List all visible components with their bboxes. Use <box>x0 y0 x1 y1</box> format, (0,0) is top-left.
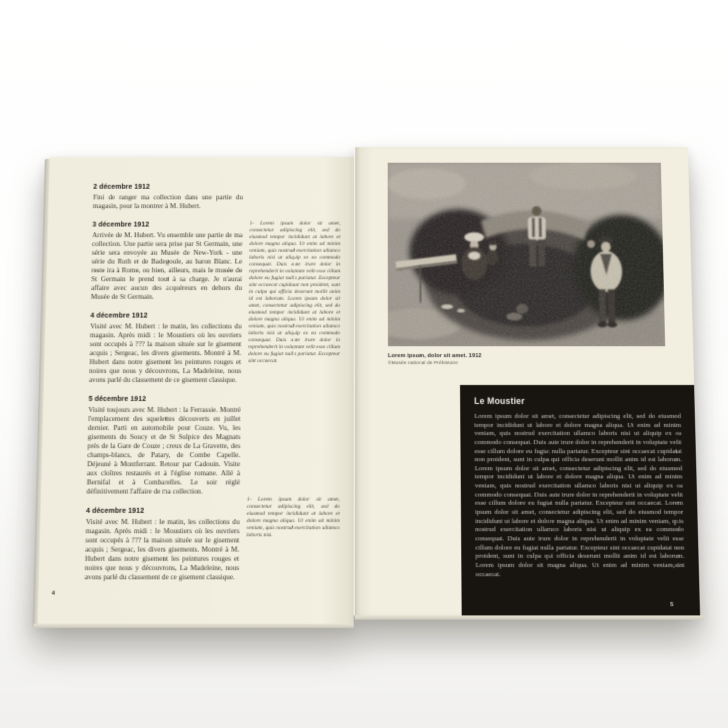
book-spread <box>38 147 701 623</box>
entry-date: 3 décembre 1912 <box>92 219 150 229</box>
page-number: 4 <box>51 590 55 597</box>
feature-box-body: Lorem ipsum dolor sit amet, consectetur adipiscing elit, sed do eiusmod tempor incididunt ut labore et dolore magna aliqua. Ut enim ad minim veniam, quis nostrud exercitation ullamco laboris nisi ut aliquip ex ea commodo consequat. Duis aute irure dolor in reprehenderit in voluptate velit esse cillum dolore eu fugiat nulla pariatur. Excepteur sint occaecat cupidatat non proident, sunt in culpa qui officia deserunt mollit anim id est laborum. Lorem ipsum dolor sit amet, consectetur adipiscing elit, sed do eiusmod tempor incididunt ut labore et dolore magna aliqua. Ut enim ad minim veniam, quis nostrud exercitation ullamco laboris nisi ut aliquip ex ea commodo consequat. Duis aute irure dolor in reprehenderit in voluptate velit esse cillum dolore eu fugiat nulla pariatur. Excepteur sint occaecat. Lorem ipsum dolor sit amet, consectetur adipiscing elit, sed do eiusmod tempor incididunt ut labore et dolore magna aliqua. Ut enim ad minim veniam, quis nostrud exercitation ullamco laboris nisi ut aliquip ex ea commodo consequat. Duis aute irure dolor in reprehenderit in voluptate velit esse cillum dolore eu fugiat nulla pariatur. Excepteur sint occaecat cupidatat non proident, sunt in culpa qui officia deserunt mollit anim id est laborum. Lorem ipsum dolor sit magna aliqua. Ut enim ad minim veniam,sint occaecat. <box>474 412 685 578</box>
diary-entry <box>93 182 243 211</box>
right-page <box>354 147 700 615</box>
margin-note: 1- Lorem ipsum dolor sit amet, consectetur adipiscing elit, sed do eiusmod tempor incididunt at labore et dolore magna aliqua. Ut enim ad minim veniam, quis nostrud exercitation ullamco laboris nisi ut aliquip ex ea commodo consequat. Duis aute irure dolor in reprehenderit in voluptate velit esse cillum dolore eu fugiat nulla pariatur. Excepteur sint occaecat cupidatat non proident, sunt in culpa qui officia deserunt mollit anim id est laborum. Lorem ipsum dolor sit amet, consectetur adipiscing elit, sed do eiusmod tempor incididunt at labore et dolore magna aliqua. Ut enim ad minim veniam, quis nostrud exercitation ullamco laboris nisi ut aliquip ex ea commodo consequat. Duis aute irure dolor in reprehenderit in voluptate velit esse cillum dolore eu fugiat nulla pariatur. Excepteur sint occaecat. <box>248 220 341 365</box>
entry-date: 4 décembre 1912 <box>86 505 145 515</box>
feature-box-title: Le Moustier <box>474 395 525 406</box>
entry-date: 5 décembre 1912 <box>88 393 147 403</box>
diary-entry <box>91 220 243 302</box>
left-page <box>38 157 355 624</box>
entry-body: Visité avec M. Hubert : le matin, les collections du magasin. Après midi : le Moustiers où les ouvriers sont occupés à ??? la maison située sur le gisement acquis ; Sergeac, les divers gisements. Montré à M. Hubert dans notre gisement les peintures rouges et noires que nous y découvrons, La Madeleine, nous avons parlé du classement de ce gisement classique. <box>88 322 242 384</box>
page-number: 5 <box>670 601 674 609</box>
photo-caption-credit: ©Musée national de Préhistoire <box>387 361 458 367</box>
entry-body: Visité avec M. Hubert : le matin, les collections du magasin. Après midi : le Moustiers où les ouvriers sont occupés à ??? la maison située sur le gisement acquis ; Sergeac, les divers gisements. Montré à M. Hubert dans notre gisement les peintures rouges et noires que nous y découvrons, La Madeleine, nous avons parlé du classement de ce gisement classique. <box>84 517 240 582</box>
margin-note: 1- Lorem ipsum dolor sit amet, consectetur adipiscing elit, sed do eiusmod tempor incididunt at labore et dolore magna aliqua. Ut enim ad minim veniam, quis nostrud exercitation ullamco laboris nisi. <box>246 496 340 539</box>
entry-body: Arrivée de M. Hubert. Vu ensemble une partie de ma collection. Une partie sera prise par St Germain, une série sera envoyée au Musée de New-York - une série du Ruth et de Badegoule, au baron Blanc. Le reste ira à Rome, ou bien, ailleurs, mais le musée de St Germain le prend tout à sa charge. Je n'aurai affaire avec aucun des acquéreurs en dehors du Musée de St Germain. <box>90 231 243 301</box>
entry-body: Fini de ranger ma collection dans une partie du magasin, pour la montrer à M. Hubert. <box>92 193 243 211</box>
photo-caption <box>388 353 628 366</box>
entry-date: 4 décembre 1912 <box>90 310 148 320</box>
feature-box <box>460 385 700 615</box>
entry-body: Visité toujours avec M. Hubert : la Ferrassie. Montré l'emplacement des squelettes découverts en juillet dernier. Parti en automobile pour Couze. Vu, les gisements du Soucy et de St Sulpice des Magnats près de la Gare de Couze ; creux de La Gravette, des champs-blancs, de Patary, de Combe Capelle. Déjeuné à Montferrant. Retour par Cadouin. Visite aux cloîtres restaurés et à l'église romane. Allé à Bernifal et à Combarelles. Le soir réglé définitivement l'affaire de ma collection. <box>86 405 241 496</box>
photo-caption-title: Lorem ipsum, dolor sit amet. 1912 <box>387 353 482 360</box>
excavation-photo <box>388 163 666 347</box>
diary-entry <box>86 394 240 497</box>
diary-column <box>84 182 243 592</box>
diary-entry <box>89 311 242 385</box>
diary-entry <box>85 506 240 583</box>
entry-date: 2 décembre 1912 <box>93 181 150 191</box>
